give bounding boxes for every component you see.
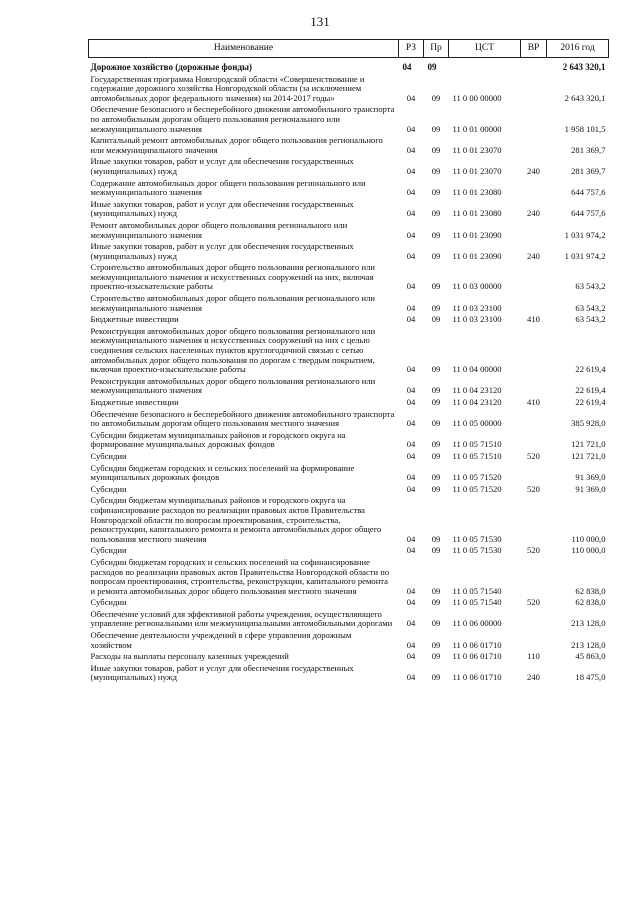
cell-vr	[521, 294, 547, 315]
cell-cst: 11 0 06 00000	[452, 618, 502, 629]
cell-name: Иные закупки товаров, работ и услуг для обеспечения государственных (муниципальных) нужд	[90, 198, 354, 219]
cell-rz: 04	[406, 397, 416, 407]
table-row	[89, 398, 609, 410]
cell-rz: 04	[406, 533, 416, 544]
cell-name: Субсидии	[90, 483, 127, 494]
cell-vr	[521, 496, 547, 546]
cell-vr	[521, 558, 547, 598]
cell-amount: 62 838,0	[575, 597, 606, 608]
table-row	[89, 157, 609, 178]
cell-name: Обеспечение деятельности учреждений в сфере управления дорожным хозяйством	[90, 630, 352, 650]
cell-pr: 09	[431, 364, 441, 375]
cell-amount: 22 619,4	[575, 385, 606, 396]
cell-rz: 04	[406, 229, 416, 240]
cell-pr: 09	[431, 187, 441, 198]
cell-vr: 110	[527, 651, 540, 662]
cell-rz: 04	[406, 450, 416, 461]
page-number: 131	[310, 14, 330, 29]
cell-pr: 09	[431, 144, 441, 155]
cell-vr	[521, 631, 547, 652]
cell-cst: 11 0 01 23080	[452, 187, 502, 198]
cell-pr: 09	[431, 450, 441, 461]
cell-cst: 11 0 05 71520	[452, 472, 502, 483]
cell-amount: 213 128,0	[571, 618, 606, 629]
cell-name: Реконструкция автомобильных дорог общего пользования регионального или межмуниципального значения	[90, 375, 376, 396]
cell-cst: 11 0 04 23120	[452, 397, 502, 407]
cell-name: Субсидии бюджетам городских и сельских поселений на формирование муниципальных дорожных фондов	[90, 462, 355, 483]
cell-vr	[521, 58, 547, 75]
cell-cst: 11 0 01 23090	[452, 250, 502, 261]
cell-pr: 09	[431, 250, 441, 261]
cell-amount: 385 928,0	[571, 418, 606, 429]
cell-amount: 91 369,0	[575, 483, 606, 494]
cell-vr	[521, 327, 547, 377]
cell-cst: 11 0 06 01710	[452, 651, 502, 662]
header-vr: ВР	[521, 40, 547, 58]
cell-vr: 240	[527, 250, 540, 261]
cell-name: Обеспечение безопасного и бесперебойного движения автомобильного транспорта по автомобильным дорогам общего пользования местного значения	[90, 408, 395, 429]
cell-rz: 04	[406, 123, 416, 134]
table-row	[89, 179, 609, 200]
cell-cst: 11 0 05 71510	[452, 450, 502, 461]
cell-vr: 240	[527, 165, 540, 176]
cell-name: Субсидии	[90, 597, 127, 608]
table-row	[89, 496, 609, 546]
cell-vr: 520	[527, 483, 540, 494]
cell-name: Капитальный ремонт автомобильных дорог общего пользования регионального или межмуниципального значения	[90, 135, 383, 155]
cell-pr: 09	[431, 672, 441, 683]
cell-pr: 09	[431, 618, 441, 629]
cell-pr: 09	[431, 302, 441, 313]
table-row	[89, 263, 609, 294]
cell-amount: 63 543,2	[575, 314, 606, 325]
cell-pr: 09	[427, 62, 437, 72]
cell-amount: 63 543,2	[575, 281, 606, 292]
cell-rz: 04	[406, 545, 416, 556]
cell-rz: 04	[402, 62, 412, 72]
cell-cst: 11 0 01 23080	[452, 208, 502, 219]
cell-rz: 04	[406, 187, 416, 198]
cell-rz: 04	[406, 618, 416, 629]
cell-amount: 110 000,0	[571, 545, 606, 556]
cell-amount: 91 369,0	[575, 472, 606, 483]
cell-pr: 09	[431, 123, 441, 134]
table-row	[89, 221, 609, 242]
cell-name: Субсидии	[90, 450, 127, 461]
cell-amount: 62 838,0	[575, 585, 606, 596]
table-row	[89, 610, 609, 631]
cell-pr: 09	[431, 208, 441, 219]
cell-amount: 644 757,6	[571, 187, 606, 198]
cell-rz: 04	[406, 250, 416, 261]
cell-cst: 11 0 03 00000	[452, 281, 502, 292]
cell-pr: 09	[431, 639, 441, 650]
cell-amount: 18 475,0	[575, 672, 606, 683]
cell-amount: 22 619,4	[575, 364, 606, 375]
cell-vr	[521, 377, 547, 398]
cell-amount: 121 721,0	[571, 439, 606, 450]
cell-rz: 04	[406, 144, 416, 155]
cell-name: Строительство автомобильных дорог общего пользования регионального или межмуниципального значения и искусственных сооружений на них, включая проектно-изыскательские работы	[90, 262, 375, 292]
cell-pr: 09	[431, 418, 441, 429]
cell-name: Иные закупки товаров, работ и услуг для обеспечения государственных (муниципальных) нужд	[90, 662, 354, 683]
cell-rz: 04	[406, 483, 416, 494]
table-row	[89, 200, 609, 221]
cell-name: Субсидии бюджетам муниципальных районов и городского округа на софинансирование расходов по реализации правовых актов Правительства Новгородской области по вопросам проектирования, строительства, реконструкции, капитального ремонта и ремонта автомобильных дорог общего пользования местного значения	[90, 495, 382, 544]
cell-vr	[521, 610, 547, 631]
cell-name: Строительство автомобильных дорог общего пользования регионального или межмуниципального значения	[90, 293, 375, 313]
cell-pr: 09	[431, 651, 441, 662]
cell-cst: 11 0 05 71530	[452, 545, 502, 556]
cell-name: Содержание автомобильных дорог общего пользования регионального или межмуниципального значения	[90, 177, 366, 198]
cell-rz: 04	[406, 672, 416, 683]
header-rz: РЗ	[399, 40, 424, 58]
cell-name: Субсидии бюджетам муниципальных районов и городского округа на формирование муниципальных дорожных фондов	[90, 429, 346, 450]
cell-name: Обеспечение безопасного и бесперебойного движения автомобильного транспорта по автомобильным дорогам общего пользования регионального или межмуниципального значения	[90, 104, 395, 134]
cell-cst: 11 0 06 01710	[452, 672, 502, 683]
cell-cst: 11 0 05 71540	[452, 597, 502, 608]
cell-name: Государственная программа Новгородской области «Совершенствование и содержание дорожного хозяйства Новгородской области (за исключением автомобильных дорог федерального значения) на 2014-2017 годы»	[90, 73, 365, 103]
cell-pr: 09	[431, 92, 441, 103]
cell-vr	[521, 105, 547, 136]
cell-rz: 04	[406, 314, 416, 325]
cell-rz: 04	[406, 439, 416, 450]
cell-rz: 04	[406, 281, 416, 292]
cell-rz: 04	[406, 585, 416, 596]
cell-vr	[521, 179, 547, 200]
cell-pr: 09	[431, 229, 441, 240]
cell-vr	[521, 464, 547, 485]
header-pr: Пр	[424, 40, 449, 58]
cell-cst	[449, 58, 521, 75]
cell-cst: 11 0 06 01710	[452, 639, 502, 650]
header-amount: 2016 год	[547, 40, 609, 58]
cell-pr: 09	[431, 385, 441, 396]
cell-cst: 11 0 01 23070	[452, 165, 502, 176]
table-row	[89, 631, 609, 652]
cell-vr: 520	[527, 450, 540, 461]
cell-vr: 410	[527, 314, 540, 325]
cell-vr: 520	[527, 545, 540, 556]
table-row	[89, 452, 609, 464]
table-row	[89, 377, 609, 398]
cell-cst: 11 0 03 23100	[452, 314, 502, 325]
cell-pr: 09	[431, 397, 441, 407]
cell-rz: 04	[406, 364, 416, 375]
cell-rz: 04	[406, 302, 416, 313]
cell-amount: 63 543,2	[575, 302, 606, 313]
cell-vr: 240	[527, 672, 540, 683]
table-row	[89, 327, 609, 377]
cell-vr: 520	[527, 597, 540, 608]
cell-pr: 09	[431, 472, 441, 483]
cell-pr: 09	[431, 545, 441, 556]
table-row	[89, 664, 609, 685]
table-row	[89, 558, 609, 598]
cell-name: Иные закупки товаров, работ и услуг для обеспечения государственных (муниципальных) нужд	[90, 241, 354, 261]
cell-pr: 09	[431, 597, 441, 608]
cell-pr: 09	[431, 483, 441, 494]
cell-amount: 110 000,0	[571, 533, 606, 544]
header-name: Наименование	[89, 40, 399, 58]
cell-cst: 11 0 05 71540	[452, 585, 502, 596]
cell-cst: 11 0 04 00000	[452, 364, 502, 375]
cell-rz: 04	[406, 92, 416, 103]
cell-amount: 2 643 320,1	[564, 92, 606, 103]
cell-cst: 11 0 00 00000	[452, 92, 502, 103]
cell-amount: 1 958 101,5	[564, 123, 606, 134]
table-row	[89, 75, 609, 106]
cell-rz: 04	[406, 208, 416, 219]
cell-cst: 11 0 05 71520	[452, 483, 502, 494]
cell-rz: 04	[406, 165, 416, 176]
cell-amount: 121 721,0	[571, 450, 606, 461]
cell-name: Реконструкция автомобильных дорог общего пользования регионального или межмуниципального значения и искусственных сооружений на них с целью соединения сельских населенных пунктов круглогодичной связью с сетью автомобильных дорог общего пользования по дорогам с твердым покрытием, включая проектно-изыскательские работы	[90, 325, 376, 375]
cell-amount: 2 643 320,1	[562, 62, 606, 72]
cell-vr: 240	[527, 208, 540, 219]
cell-amount: 213 128,0	[571, 639, 606, 650]
cell-amount: 281 369,7	[571, 165, 606, 176]
cell-vr	[521, 221, 547, 242]
cell-name: Расходы на выплаты персоналу казенных учреждений	[90, 651, 289, 662]
table-row	[89, 464, 609, 485]
table-row	[89, 431, 609, 452]
cell-pr: 09	[431, 533, 441, 544]
cell-amount: 281 369,7	[571, 144, 606, 155]
cell-vr	[521, 410, 547, 431]
table-body	[89, 58, 609, 686]
cell-cst: 11 0 04 23120	[452, 385, 502, 396]
cell-pr: 09	[431, 439, 441, 450]
cell-pr: 09	[431, 314, 441, 325]
cell-cst: 11 0 01 23070	[452, 144, 502, 155]
cell-vr: 410	[527, 397, 540, 407]
cell-rz: 04	[406, 418, 416, 429]
table-row	[89, 242, 609, 263]
table-row	[89, 410, 609, 431]
cell-amount: 22 619,4	[575, 397, 606, 407]
budget-table	[88, 39, 609, 685]
cell-rz: 04	[406, 651, 416, 662]
cell-amount: 1 031 974,2	[564, 229, 606, 240]
cell-name: Субсидии бюджетам городских и сельских поселений на софинансирование расходов по реализации правовых актов Правительства Новгородской области по вопросам проектирования, строительства, реконструкции, капитального ремонта и ремонта автомобильных дорог общего пользования местного значения	[90, 556, 390, 596]
cell-cst: 11 0 05 71510	[452, 439, 502, 450]
cell-rz: 04	[406, 385, 416, 396]
cell-cst: 11 0 03 23100	[452, 302, 502, 313]
cell-cst: 11 0 05 00000	[452, 418, 502, 429]
cell-vr	[521, 263, 547, 294]
table-row	[89, 136, 609, 157]
cell-amount: 1 031 974,2	[564, 250, 606, 261]
cell-pr: 09	[431, 281, 441, 292]
table-header	[89, 40, 609, 58]
table-row	[89, 294, 609, 315]
cell-name: Обеспечение условий для эффективной работы учреждения, осуществляющего управление региональными или межмуниципальными автомобильными дорогами	[90, 608, 393, 629]
cell-pr: 09	[431, 585, 441, 596]
table-row	[89, 105, 609, 136]
cell-amount: 45 863,0	[575, 651, 606, 662]
table-row	[89, 58, 609, 75]
cell-cst: 11 0 05 71530	[452, 533, 502, 544]
cell-vr	[521, 431, 547, 452]
header-cst: ЦСТ	[449, 40, 521, 58]
cell-name: Иные закупки товаров, работ и услуг для обеспечения государственных (муниципальных) нужд	[90, 156, 354, 176]
cell-name: Бюджетные инвестиции	[90, 397, 179, 407]
cell-vr	[521, 75, 547, 106]
cell-name: Ремонт автомобильных дорог общего пользования регионального или межмуниципального значения	[90, 219, 348, 240]
cell-vr	[521, 136, 547, 157]
cell-name: Бюджетные инвестиции	[90, 314, 179, 325]
cell-name: Дорожное хозяйство (дорожные фонды)	[90, 62, 253, 72]
cell-cst: 11 0 01 00000	[452, 123, 502, 134]
cell-rz: 04	[406, 597, 416, 608]
cell-name: Субсидии	[90, 545, 127, 556]
cell-cst: 11 0 01 23090	[452, 229, 502, 240]
cell-pr: 09	[431, 165, 441, 176]
cell-rz: 04	[406, 472, 416, 483]
cell-amount: 644 757,6	[571, 208, 606, 219]
cell-rz: 04	[406, 639, 416, 650]
